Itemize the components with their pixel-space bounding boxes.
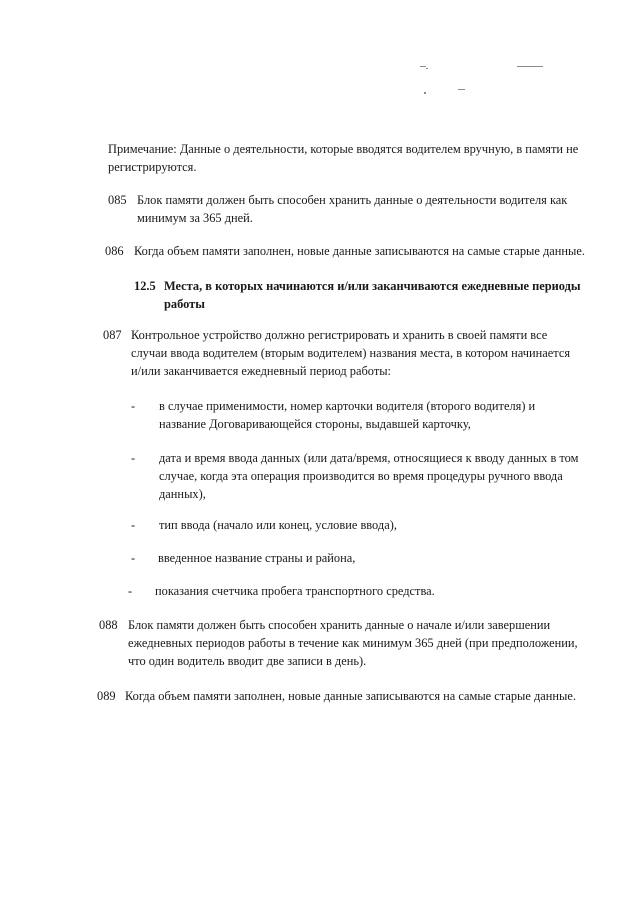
paragraph-line: Блок памяти должен быть способен хранить данные о начале и/или завершении <box>128 618 551 632</box>
paragraph-line: и/или заканчивается ежедневный период работы: <box>131 364 391 378</box>
bullet-dash: - <box>128 584 133 598</box>
paragraph-number: 088 <box>99 618 118 632</box>
paragraph-number: 086 <box>105 244 124 258</box>
paragraph-line: ежедневных периодов работы в течение как минимум 365 дней (при предположении, <box>128 636 578 650</box>
paragraph-line: что один водитель вводит две записи в день). <box>128 654 367 668</box>
bullet-dash: - <box>131 399 136 413</box>
bullet-dash: - <box>131 551 136 565</box>
list-item-line: показания счетчика пробега транспортного средства. <box>155 584 435 598</box>
section-title-line: Места, в которых начинаются и/или заканчиваются ежедневные периоды <box>164 279 581 293</box>
note-line: Примечание: Данные о деятельности, которые вводятся водителем вручную, в памяти не <box>108 142 579 156</box>
list-item-line: случае, когда эта операция производится во время процедуры ручного ввода <box>159 469 563 483</box>
paragraph-number: 087 <box>103 328 122 342</box>
list-item-line: тип ввода (начало или конец, условие ввода), <box>159 518 397 532</box>
section-number: 12.5 <box>134 279 156 293</box>
list-item-line: название Договаривающейся стороны, выдавшей карточку, <box>159 417 471 431</box>
list-item-line: введенное название страны и района, <box>158 551 356 565</box>
bullet-dash: - <box>131 518 136 532</box>
paragraph-line: Когда объем памяти заполнен, новые данные записываются на самые старые данные. <box>134 244 585 258</box>
note-line: регистрируются. <box>108 160 197 174</box>
list-item-line: дата и время ввода данных (или дата/время, относящиеся к вводу данных в том <box>159 451 579 465</box>
paragraph-line: Блок памяти должен быть способен хранить данные о деятельности водителя как <box>137 193 568 207</box>
paragraph-number: 085 <box>108 193 127 207</box>
paragraph-line: случаи ввода водителем (вторым водителем) названия места, в котором начинается <box>131 346 571 360</box>
list-item-line: данных), <box>159 487 206 501</box>
paragraph-line: минимум за 365 дней. <box>137 211 253 225</box>
bullet-dash: - <box>131 451 136 465</box>
list-item-line: в случае применимости, номер карточки водителя (второго водителя) и <box>159 399 536 413</box>
paragraph-line: Когда объем памяти заполнен, новые данные записываются на самые старые данные. <box>125 689 576 703</box>
section-title-line: работы <box>164 297 205 311</box>
paragraph-number: 089 <box>97 689 116 703</box>
paragraph-line: Контрольное устройство должно регистрировать и хранить в своей памяти все <box>131 328 548 342</box>
